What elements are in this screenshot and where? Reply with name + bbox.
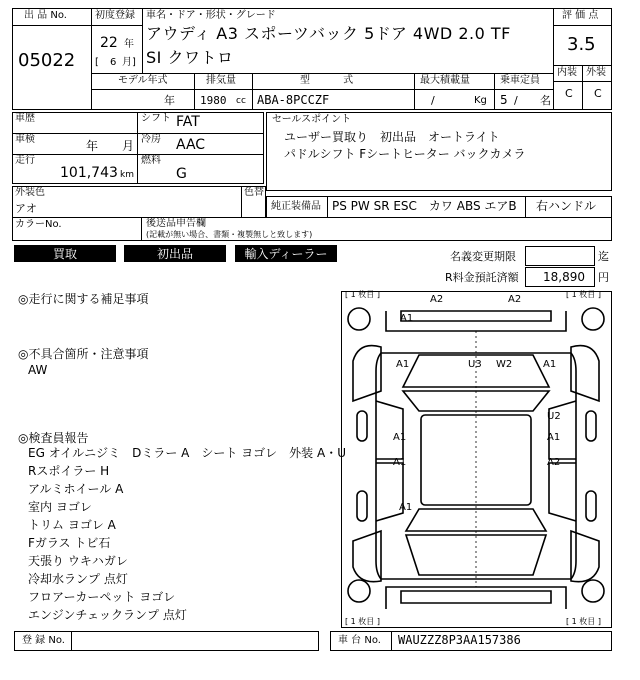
mark-right-a1-upper: A1 (543, 359, 557, 370)
shaken-year-unit: 年 (86, 139, 99, 153)
ac-value: AAC (176, 137, 206, 153)
mark-u3: U3 (468, 359, 482, 370)
ext-color-cell (12, 186, 242, 218)
inspector-report-line: 天張り ウキハガレ (28, 554, 128, 568)
defects-label: ◎不具合箇所・注意事項 (18, 347, 149, 361)
right-wheel-arch-front (586, 411, 596, 441)
ext-color-value: アオ (15, 202, 37, 215)
docs-note: (記載が無い場合、書類・複製無しと致します) (146, 230, 313, 239)
registration-year-unit: 年 (124, 39, 134, 50)
equipment-value: PS PW SR ESC カワ ABS エアB (332, 199, 517, 213)
inspector-report-line: 室内 ヨゴレ (28, 500, 92, 514)
exterior-label: 外装 (586, 67, 606, 78)
wheel-top-right (582, 308, 604, 330)
left-wheel-arch-rear (357, 491, 367, 521)
type-label: 型 式 (300, 75, 354, 86)
rear-bumper (401, 591, 551, 603)
interior-grade: C (565, 87, 573, 100)
inspector-report-line: アルミホイール A (28, 482, 124, 496)
displacement-label: 排気量 (206, 75, 236, 86)
car-name-line1: アウディ A3 スポーツバック 5ドア 4WD 2.0 TF (146, 24, 511, 43)
mark-left-door-a1-1: A1 (393, 432, 407, 443)
mileage-label: 走行 (15, 155, 35, 166)
docs-label: 後送品申告欄 (146, 218, 206, 229)
sales-point-line1: ユーザー買取り 初出品 オートライト (284, 130, 500, 144)
mark-left-a1-upper: A1 (396, 359, 410, 370)
max-load-unit: Kg (474, 95, 487, 106)
left-wheel-arch-front (357, 411, 367, 441)
recycle-unit: 円 (598, 271, 609, 284)
fuel-label: 燃料 (141, 155, 161, 166)
exterior-grade: C (594, 87, 602, 100)
diagram-corner-tl: [ 1 枚目 ] (345, 290, 380, 299)
mark-right-door-a2: A2 (547, 457, 561, 468)
recycle-value: 18,890 (543, 270, 585, 284)
mark-left-door-a1-2: A1 (393, 457, 407, 468)
color-no-label: カラーNo. (15, 219, 62, 230)
rating-label: 評 価 点 (562, 10, 599, 21)
registration-month: 6 (110, 57, 117, 68)
capacity-label: 乗車定員 (500, 75, 540, 86)
rating-value: 3.5 (567, 34, 596, 55)
inspector-report-line: EG オイルニジミ Dミラー A シート ヨゴレ 外装 A・U (28, 446, 346, 460)
recycle-label: R料金預託済額 (445, 271, 519, 284)
first-registration-label: 初度登録 (95, 10, 135, 21)
lot-number: 05022 (18, 50, 76, 71)
tag-import-dealer: 輸入ディーラー (235, 245, 337, 262)
mark-left-rear-a1: A1 (399, 502, 413, 513)
color-change-label: 色替 (244, 187, 264, 198)
name-change-box (525, 246, 595, 266)
interior-label: 内装 (557, 67, 577, 78)
inspector-report-line: エンジンチェックランプ 点灯 (28, 608, 187, 622)
displacement-value: 1980 (200, 94, 227, 107)
capacity-value: 5 (500, 93, 508, 107)
mileage-unit: km (120, 170, 134, 180)
mark-w2: W2 (496, 359, 513, 370)
front-bumper (401, 311, 551, 321)
model-year-unit: 年 (164, 94, 175, 107)
steering-value: 右ハンドル (536, 199, 597, 213)
displacement-unit: cc (236, 96, 246, 106)
reg-no-value-cell (71, 631, 319, 651)
inspector-report-line: 冷却水ランプ 点灯 (28, 572, 128, 586)
car-diagram-svg (341, 291, 612, 628)
diagram-corner-tr: [ 1 枚目 ] (566, 290, 601, 299)
sales-point-label: セールスポイント (272, 114, 352, 125)
inspector-report-line: Rスポイラー H (28, 464, 110, 478)
inspector-report-line: Fガラス トビ石 (28, 536, 111, 550)
left-front-door (376, 401, 403, 459)
wheel-bottom-right (582, 580, 604, 602)
sales-point-line2: パドルシフト Fシートヒーター バックカメラ (284, 147, 526, 161)
month-bracket: [ (95, 57, 99, 68)
name-change-unit: 迄 (598, 250, 609, 263)
reg-no-label: 登 録 No. (22, 635, 65, 646)
shift-label: シフト (141, 113, 171, 124)
diagram-corner-br: [ 1 枚目 ] (566, 617, 601, 626)
capacity-slash: / (514, 94, 518, 107)
right-rear-door (549, 463, 576, 521)
equipment-divider (327, 196, 328, 218)
car-name-line2: SI クワトロ (146, 48, 234, 67)
max-load-slash: / (431, 94, 435, 107)
shaken-label: 車検 (15, 134, 35, 145)
mark-top-a2-right: A2 (508, 294, 522, 305)
name-change-label: 名義変更期限 (450, 250, 516, 263)
registration-year: 22 (100, 35, 118, 51)
right-front-door (549, 401, 576, 459)
inspector-report-line: フロアーカーペット ヨゴレ (28, 590, 176, 604)
car-name-label: 車名・ドア・形状・グレード (146, 10, 276, 21)
defects-value: AW (28, 363, 48, 377)
inspector-label: ◎検査員報告 (18, 431, 89, 445)
equipment-label: 純正装備品 (271, 201, 321, 212)
mark-u2: U2 (547, 411, 561, 422)
model-year-label: モデル年式 (118, 75, 168, 86)
chassis-label: 車 台 No. (338, 635, 381, 646)
shaken-month-unit: 月 (122, 139, 135, 153)
fuel-value: G (176, 166, 187, 182)
mark-top-a1: A1 (400, 313, 414, 324)
mark-top-a2-left: A2 (430, 294, 444, 305)
driving-notes-label: ◎走行に関する補足事項 (18, 292, 149, 306)
mileage-value: 101,743 (60, 165, 118, 181)
max-load-label: 最大積載量 (420, 75, 470, 86)
capacity-unit: 名 (540, 94, 551, 107)
right-wheel-arch-rear (586, 491, 596, 521)
wheel-top-left (348, 308, 370, 330)
ac-label: 冷房 (141, 134, 161, 145)
registration-month-unit: 月] (122, 57, 136, 68)
ext-color-label: 外装色 (15, 187, 45, 198)
chassis-number: WAUZZZ8P3AA157386 (398, 633, 521, 647)
history-label: 車歴 (15, 113, 35, 124)
inspector-report-line: トリム ヨゴレ A (28, 518, 116, 532)
shift-value: FAT (176, 114, 200, 130)
diagram-corner-bl: [ 1 枚目 ] (345, 617, 380, 626)
type-value: ABA-8PCCZF (257, 93, 330, 107)
wheel-bottom-left (348, 580, 370, 602)
tag-first-listing: 初出品 (124, 245, 226, 262)
tag-buyback: 買取 (14, 245, 116, 262)
mark-right-door-a1: A1 (547, 432, 561, 443)
lot-number-label: 出 品 No. (24, 10, 67, 21)
